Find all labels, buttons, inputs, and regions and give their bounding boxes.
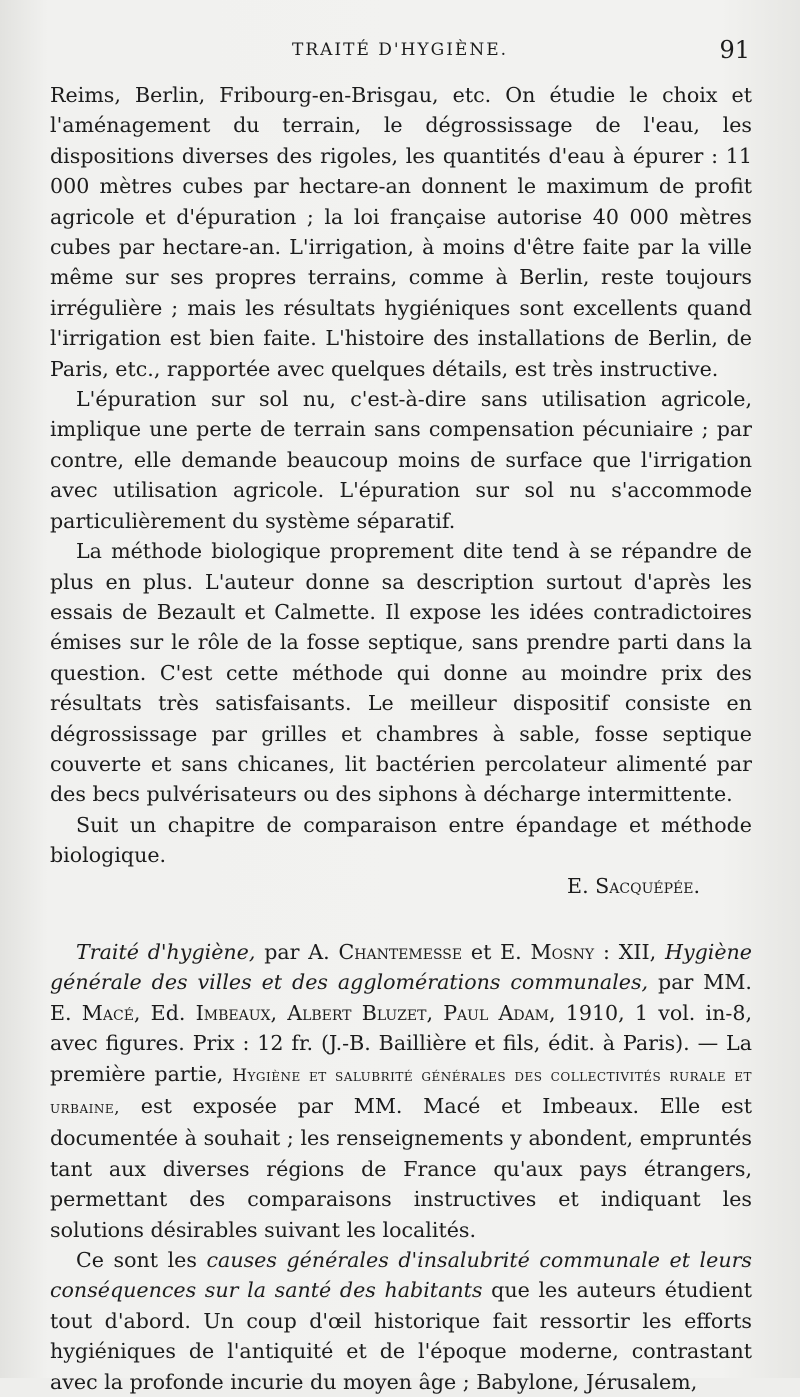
publication-details: , 1910, 1 vol. in-8, avec figures. Prix : 12 fr. (J.-B. Baillière et fils, édit. à Paris). — La première partie, (50, 1000, 753, 1086)
paragraph-general-causes (50, 1245, 752, 1397)
author-adam: Adam (498, 1000, 550, 1025)
paragraph-bare-soil-purification: L'épuration sur sol nu, c'est-à-dire sans utilisation agricole, implique une perte de terrain sans compensation pécuniaire ; par contre, elle demande beaucoup moins de surface que l'irrigation avec utilisation agricole. L'épuration sur sol nu s'accommode particulièrement du système séparatif. (50, 387, 752, 533)
author-imbeaux: Imbeaux (195, 1000, 271, 1025)
author-bluzet: Bluzet (361, 1000, 427, 1025)
review-text-rest: est exposée par MM. Macé et Imbeaux. Elle est documentée à souhait ; les renseignements y abondent, empruntés tant aux diverses régions de France qu'aux pays étrangers, permettant des comparaisons instructives et indiquant les solutions désirables suivant les localités. (50, 1094, 752, 1242)
book-review-paragraph (50, 937, 752, 1245)
book-title: Traité d'hygiène, (76, 939, 256, 964)
section-gap (50, 901, 752, 937)
review-text-paul: , Paul (426, 1000, 499, 1025)
review-text-mm: par MM. E. (50, 970, 752, 1025)
author-mosny: Mosny (530, 939, 595, 964)
review-text-albert: , Albert (270, 1000, 362, 1025)
book-subtitle: Hygiène générale des villes et des agglomérations communales, (50, 939, 752, 995)
review-text-ed: , Ed. (133, 1000, 196, 1025)
reviewer-signature: E. Sacquépée. (567, 873, 700, 898)
page-number: 91 (719, 36, 750, 64)
volume-number: : XII, (594, 939, 665, 964)
causes-intro: Ce sont les (76, 1248, 207, 1273)
paragraph-wastewater-irrigation: Reims, Berlin, Fribourg-en-Brisgau, etc. On étudie le choix et l'aménagement du terrain, le dégrossissage de l'eau, les dispositions diverses des rigoles, les quantités d'eau à épurer : 11 000 mètres cubes par hectare-an donnent le maximum de profit agricole et d'épuration ; la loi française autorise 40 000 mètres cubes par hectare-an. L'irrigation, à moins d'être faite par la ville même sur ses propres terrains, comme à Berlin, reste toujours irrégulière ; mais les résultats hygiéniques sont excellents quand l'irrigation est bien faite. L'histoire des installations de Berlin, de Paris, etc., rapportée avec quelques détails, est très instructive. (50, 83, 752, 381)
author-chantemesse: Chantemesse (338, 939, 463, 964)
body-text (50, 80, 752, 1397)
review-text-by: par A. (255, 939, 339, 964)
author-mace: Macé (81, 1000, 134, 1025)
paragraph-comparison-chapter: Suit un chapitre de comparaison entre épandage et méthode biologique. (50, 812, 752, 868)
running-title: TRAITÉ D'HYGIÈNE. (291, 40, 509, 60)
part-title: Hygiène et salubrité générales des collectivités rurale et urbaine, (50, 1065, 752, 1118)
page-header (50, 36, 750, 66)
review-text-and: et E. (462, 939, 531, 964)
causes-text: que les auteurs étudient tout d'abord. Un coup d'œil historique fait ressortir les efforts hygiéniques de l'antiquité et de l'époque moderne, contrastant avec la profonde incurie du moyen âge ; Babylone, Jérusalem, (50, 1278, 753, 1394)
paragraph-biological-method: La méthode biologique proprement dite tend à se répandre de plus en plus. L'auteur donne sa description surtout d'après les essais de Bezault et Calmette. Il expose les idées contradictoires émises sur le rôle de la fosse septique, sans prendre parti dans la question. C'est cette méthode qui donne au moindre prix des résultats très satisfaisants. Le meilleur dispositif consiste en dégrossissage par grilles et chambres à sable, fosse septique couverte et sans chicanes, lit bactérien percolateur alimenté par des becs pulvérisateurs ou des siphons à décharge intermittente. (50, 539, 752, 807)
causes-title: causes générales d'insalubrité communale et leurs conséquences sur la santé des habitants (50, 1248, 752, 1303)
